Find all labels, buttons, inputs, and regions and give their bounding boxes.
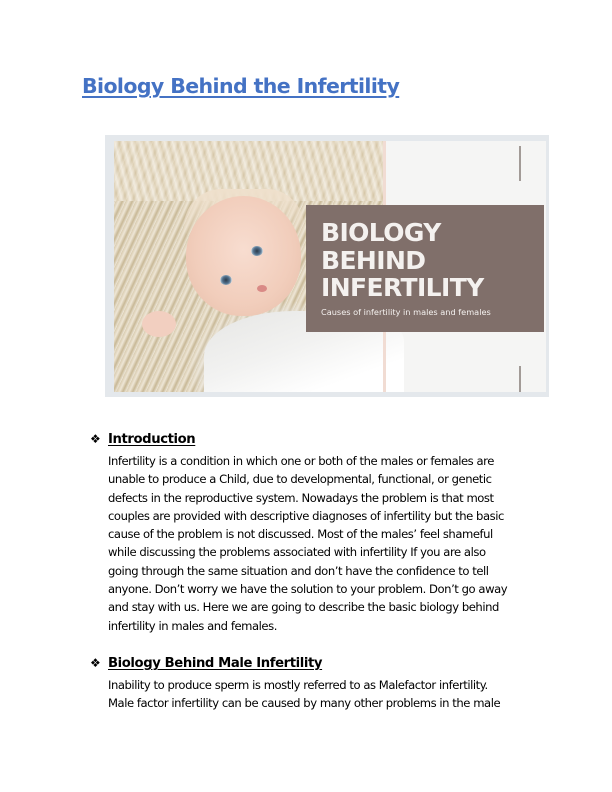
banner-subtitle: Causes of infertility in males and females — [321, 306, 491, 317]
banner-title-line-1: BIOLOGY — [321, 218, 441, 247]
section-heading — [90, 656, 530, 676]
body-line: unable to produce a Child, due to developmental, functional, or genetic — [108, 472, 492, 487]
body-line: Inability to produce sperm is mostly referred to as Malefactor infertility. — [108, 678, 488, 692]
baby-face — [186, 196, 301, 316]
banner-title-box — [306, 205, 544, 332]
baby-eye-right — [251, 246, 263, 256]
diamond-bullet-icon: ❖ — [90, 656, 101, 670]
body-line: infertility in males and females. — [108, 618, 277, 633]
baby-hand — [142, 311, 176, 337]
baby-eye-left — [220, 275, 232, 285]
diamond-bullet-icon: ❖ — [90, 432, 101, 446]
section-male-infertility — [90, 656, 530, 713]
body-line: couples are provided with descriptive diagnoses of infertility but the basic — [108, 508, 504, 523]
body-line: and stay with us. Here we are going to describe the basic biology behind — [108, 600, 499, 615]
banner-title-line-3: INFERTILITY — [321, 273, 484, 302]
body-line: Male factor infertility can be caused by many other problems in the male — [108, 696, 501, 711]
section-heading — [90, 432, 530, 452]
body-line: defects in the reproductive system. Nowadays the problem is that most — [108, 490, 494, 505]
body-line: going through the same situation and don’t have the confidence to tell — [108, 563, 489, 578]
body-line: cause of the problem is not discussed. Most of the males’ feel shameful — [108, 527, 493, 542]
heading-introduction: Introduction — [108, 432, 196, 447]
section-body — [90, 676, 530, 713]
page-title: Biology Behind the Infertility — [82, 74, 400, 98]
body-line: anyone. Don’t worry we have the solution to your problem. Don’t go away — [108, 582, 508, 597]
banner-image — [105, 135, 549, 397]
section-introduction — [90, 432, 530, 635]
body-line: while discussing the problems associated with infertility If you are also — [108, 545, 486, 560]
section-body — [90, 452, 530, 635]
body-line: Infertility is a condition in which one or both of the males or females are — [108, 454, 494, 468]
decorative-line-top — [519, 146, 521, 181]
banner-inner — [114, 141, 546, 392]
baby-mouth — [257, 285, 267, 292]
decorative-line-bottom — [519, 366, 521, 392]
heading-male-infertility: Biology Behind Male Infertility — [108, 656, 323, 671]
banner-title-line-2: BEHIND — [321, 245, 426, 275]
